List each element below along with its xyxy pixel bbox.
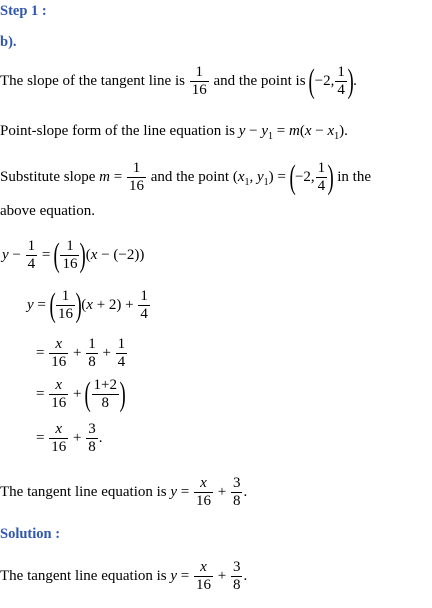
paren-close: ) — [347, 62, 354, 100]
sentence-text: The tangent line equation is — [0, 483, 167, 500]
point-x: −2, — [314, 72, 335, 89]
part-label: b). — [0, 34, 17, 50]
equation-step-1: y − $\frac{1}{4}$ = ( $\frac{1}{16}$ )(x − (−2)) — [2, 236, 145, 274]
slope-fraction: $\frac{1}{16}$ — [128, 160, 144, 194]
point-slope-sentence: Point-slope form of the line equation is $y - y_1 = m(x - x_1)$. — [0, 123, 348, 142]
above-equation-text: above equation. — [0, 203, 95, 219]
paren-open: ( — [308, 62, 316, 100]
slope-point-sentence — [0, 64, 357, 99]
sentence-text: Point-slope form of the line equation is — [0, 123, 235, 139]
solution-sentence: The tangent line equation is y = $\frac{x}{16}$ + $\frac{3}{8}$ . — [0, 559, 248, 593]
equation-step-2: y = ( $\frac{1}{16}$ )(x + 2) + $\frac{1}{4}$ — [27, 286, 148, 324]
point-slope-formula: y — [238, 123, 246, 139]
equation-step-3: = $\frac{x}{16}$ + $\frac{1}{8}$ + $\frac{1}{4}$ — [36, 336, 126, 370]
equation-step-5: = $\frac{x}{16}$ + $\frac{3}{8}$ . — [36, 421, 103, 455]
point-y-fraction: $\frac{1}{4}$ — [337, 64, 345, 98]
sentence-text: Substitute slope — [0, 168, 96, 185]
step-heading: Step 1 : — [0, 3, 47, 19]
result-sentence: The tangent line equation is y = $\frac{x}{16}$ + $\frac{3}{8}$ . — [0, 475, 248, 509]
equation-step-4: = $\frac{x}{16}$ + ( $\frac{1+2}{8}$ ) — [36, 375, 126, 413]
sentence-text: The tangent line equation is — [0, 567, 167, 584]
solution-heading: Solution : — [0, 526, 61, 542]
period: . — [353, 72, 357, 89]
sentence-text: The slope of the tangent line is — [0, 72, 185, 89]
sentence-text: in the — [337, 168, 371, 185]
substitute-sentence: Substitute slope m = $\frac{1}{16}$ and the point ($x_1$, $y_1) = (-2$, $\frac{1}{4}$ ) in the — [0, 158, 371, 196]
slope-fraction: $\frac{1}{16}$ — [191, 64, 207, 98]
sentence-text: and the point — [150, 168, 230, 185]
sentence-text: and the point is — [213, 72, 306, 89]
